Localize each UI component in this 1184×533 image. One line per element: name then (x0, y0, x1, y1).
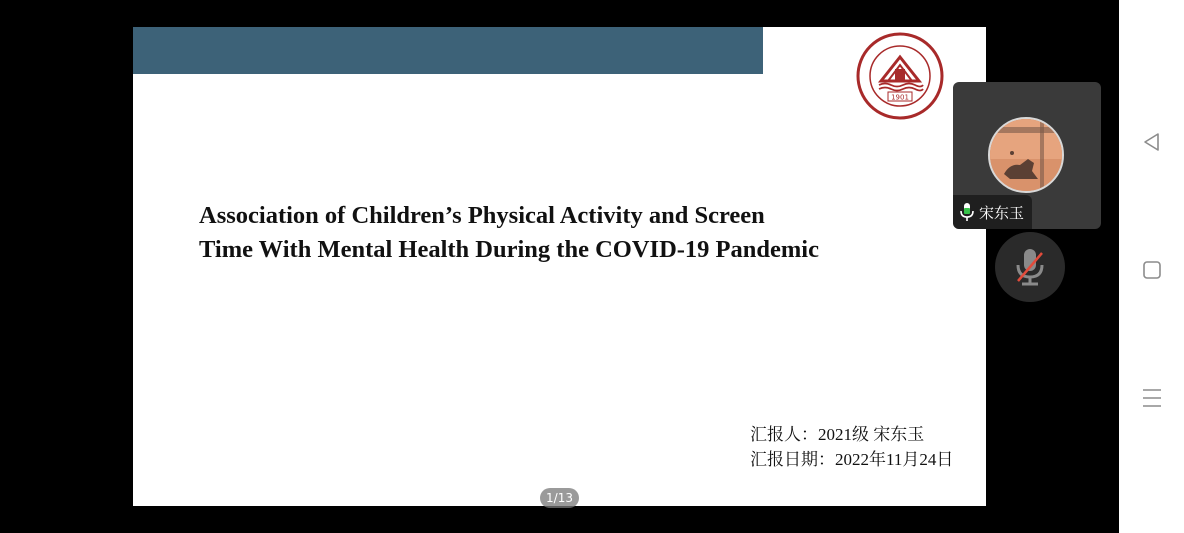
date-line: 汇报日期：2022年11月24日 (750, 450, 954, 469)
participant-name-tag (953, 195, 1032, 229)
mute-toggle-button[interactable] (995, 232, 1065, 302)
presentation-slide (133, 27, 986, 506)
presenter-line: 汇报人：2021级 宋东玉 (750, 425, 925, 444)
svg-text:1901: 1901 (891, 93, 909, 102)
shandong-university-logo-icon (855, 31, 945, 121)
slide-header-bar (133, 27, 763, 74)
participant-video-tile[interactable] (953, 82, 1101, 229)
slide-title (199, 199, 959, 267)
participant-name: 宋东玉 (979, 203, 1025, 222)
avatar-icon (988, 117, 1064, 193)
slide-title-line-2: Time With Mental Health During the COVID-19 Pandemic (199, 236, 819, 263)
mic-active-icon (959, 202, 975, 222)
menu-lines-icon[interactable] (1140, 386, 1164, 410)
home-square-icon[interactable] (1140, 258, 1164, 282)
back-triangle-icon[interactable] (1140, 130, 1164, 154)
system-navigation-bar (1119, 0, 1184, 533)
presenter-info (750, 422, 986, 472)
slide-title-line-1: Association of Children’s Physical Activity and Screen (199, 202, 765, 229)
page-indicator: 1/13 (540, 488, 579, 508)
mic-muted-icon (1014, 247, 1046, 287)
